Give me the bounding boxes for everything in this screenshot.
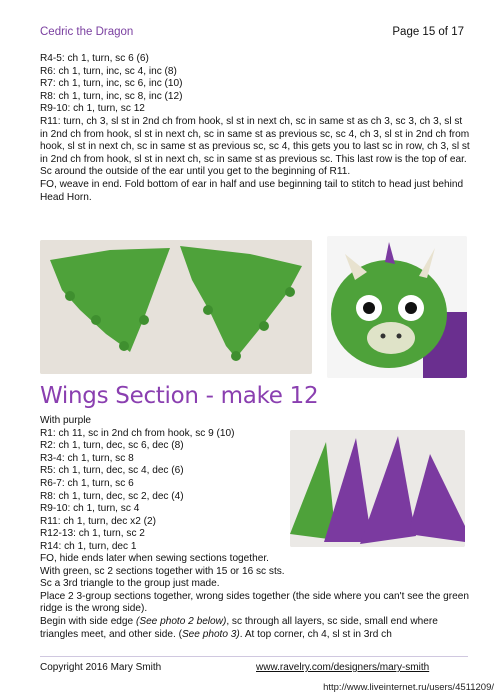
instruction-line: Sc a 3rd triangle to the group just made. [40, 578, 220, 590]
footer-divider [40, 656, 468, 657]
instruction-line: R11: ch 1, turn, dec x2 (2) [40, 515, 156, 527]
instruction-text: , sc through all layers, sc side, small end where triangles meet, and other side. ( [40, 615, 438, 640]
instruction-line: R4-5: ch 1, turn, sc 6 (6) [40, 53, 149, 64]
photo-reference: (See photo 2 below) [135, 615, 227, 627]
instruction-line: R9-10: ch 1, turn, sc 4 [40, 503, 140, 515]
instruction-line: R14: ch 1, turn, dec 1 [40, 540, 137, 552]
dragon-photo [327, 236, 467, 378]
instruction-line: R7: ch 1, turn, inc, sc 6, inc (10) [40, 78, 183, 90]
instruction-line: Place 2 3-group sections together, wrong sides together (the side where you can't see the green ridge is the wrong side). [40, 590, 469, 615]
instruction-line: R5: ch 1, turn, dec, sc 4, dec (6) [40, 465, 184, 477]
ears-photo [40, 240, 312, 374]
instruction-line: R12-13: ch 1, turn, sc 2 [40, 528, 145, 540]
instruction-line: R6: ch 1, turn, inc, sc 4, inc (8) [40, 65, 177, 77]
instruction-line: R8: ch 1, turn, inc, sc 8, inc (12) [40, 90, 183, 102]
instruction-line: With purple [40, 415, 92, 426]
instruction-line: R1: ch 11, sc in 2nd ch from hook, sc 9 (10) [40, 427, 235, 439]
watermark-url: http://www.liveinternet.ru/users/4511209/ [323, 682, 494, 693]
instruction-line [40, 616, 472, 641]
page-number: Page 15 of 17 [392, 26, 464, 38]
header-title: Cedric the Dragon [40, 26, 134, 38]
instruction-line: R9-10: ch 1, turn, sc 12 [40, 103, 145, 115]
instruction-line: R6-7: ch 1, turn, sc 6 [40, 477, 134, 489]
instruction-line: R3-4: ch 1, turn, sc 8 [40, 452, 134, 464]
instruction-line: FO, weave in end. Fold bottom of ear in half and use beginning tail to stitch to head just behind Head Horn. [40, 178, 464, 203]
wings-instructions [40, 415, 290, 554]
joining-instructions [40, 553, 472, 641]
wings-section-heading: Wings Section - make 12 [40, 383, 319, 409]
instruction-line: R2: ch 1, turn, dec, sc 6, dec (8) [40, 440, 184, 452]
copyright: Copyright 2016 Mary Smith [40, 662, 162, 673]
ear-instructions [40, 53, 472, 204]
instruction-line: R11: turn, ch 3, sl st in 2nd ch from hook, sl st in next ch, sc in same st as ch 3, sc 3, ch 3, sl st in 2nd ch from hook, sl st in next ch, sc in same st as previous sc, sc 4, ch 3, sl st in 2nd ch from hook, sl st in next ch, sc in same st as previous sc, sc 4, this gets you to last sc in row, ch 3, sl st in 2nd ch from hook, sl st in next ch, sc in same st as previous sc. This last row is the top of ear. Sc around the outside of the ear until you get to the beginning of R11. [40, 115, 470, 178]
instruction-line: With green, sc 2 sections together with 15 or 16 sc sts. [40, 565, 285, 577]
instruction-line: R8: ch 1, turn, dec, sc 2, dec (4) [40, 490, 184, 502]
photo-reference: See photo 3) [181, 628, 240, 640]
designer-link[interactable]: www.ravelry.com/designers/mary-smith [256, 662, 430, 673]
instruction-text: . At top corner, ch 4, sl st in 3rd ch [239, 628, 392, 640]
instruction-line: FO, hide ends later when sewing sections together. [40, 553, 269, 564]
wings-photo [290, 430, 465, 547]
instruction-text: Begin with side edge [40, 615, 136, 627]
